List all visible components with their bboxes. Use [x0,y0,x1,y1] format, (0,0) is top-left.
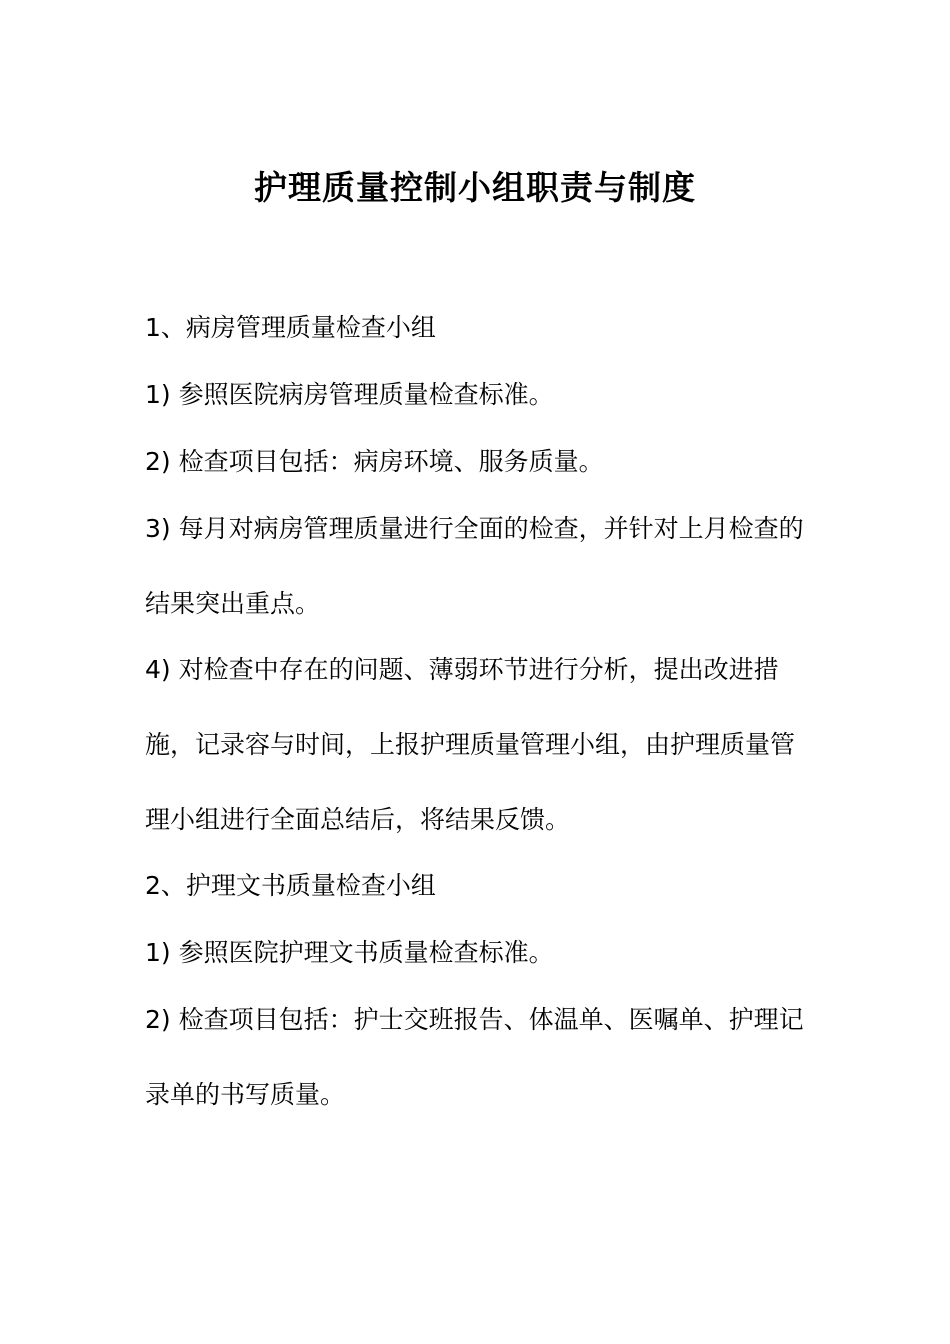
section-heading-1: 1、病房管理质量检查小组 [145,313,436,342]
document-body [145,304,805,1137]
section-2-item-1: 1) 参照医院护理文书质量检查标准。 [145,938,554,967]
section-2-item-2: 2) 检查项目包括：护士交班报告、体温单、医嘱单、护理记录单的书写质量。 [145,1005,804,1109]
document-title: 护理质量控制小组职责与制度 [254,168,696,207]
section-heading-2: 2、护理文书质量检查小组 [145,871,436,900]
section-1-item-2: 2) 检查项目包括：病房环境、服务质量。 [145,447,604,476]
section-1-item-1: 1) 参照医院病房管理质量检查标准。 [145,380,554,409]
section-1-item-4: 4) 对检查中存在的问题、薄弱环节进行分析，提出改进措施，记录容与时间，上报护理质量管理小组，由护理质量管理小组进行全面总结后，将结果反馈。 [145,655,796,834]
section-1-item-3: 3) 每月对病房管理质量进行全面的检查，并针对上月检查的结果突出重点。 [145,514,804,618]
